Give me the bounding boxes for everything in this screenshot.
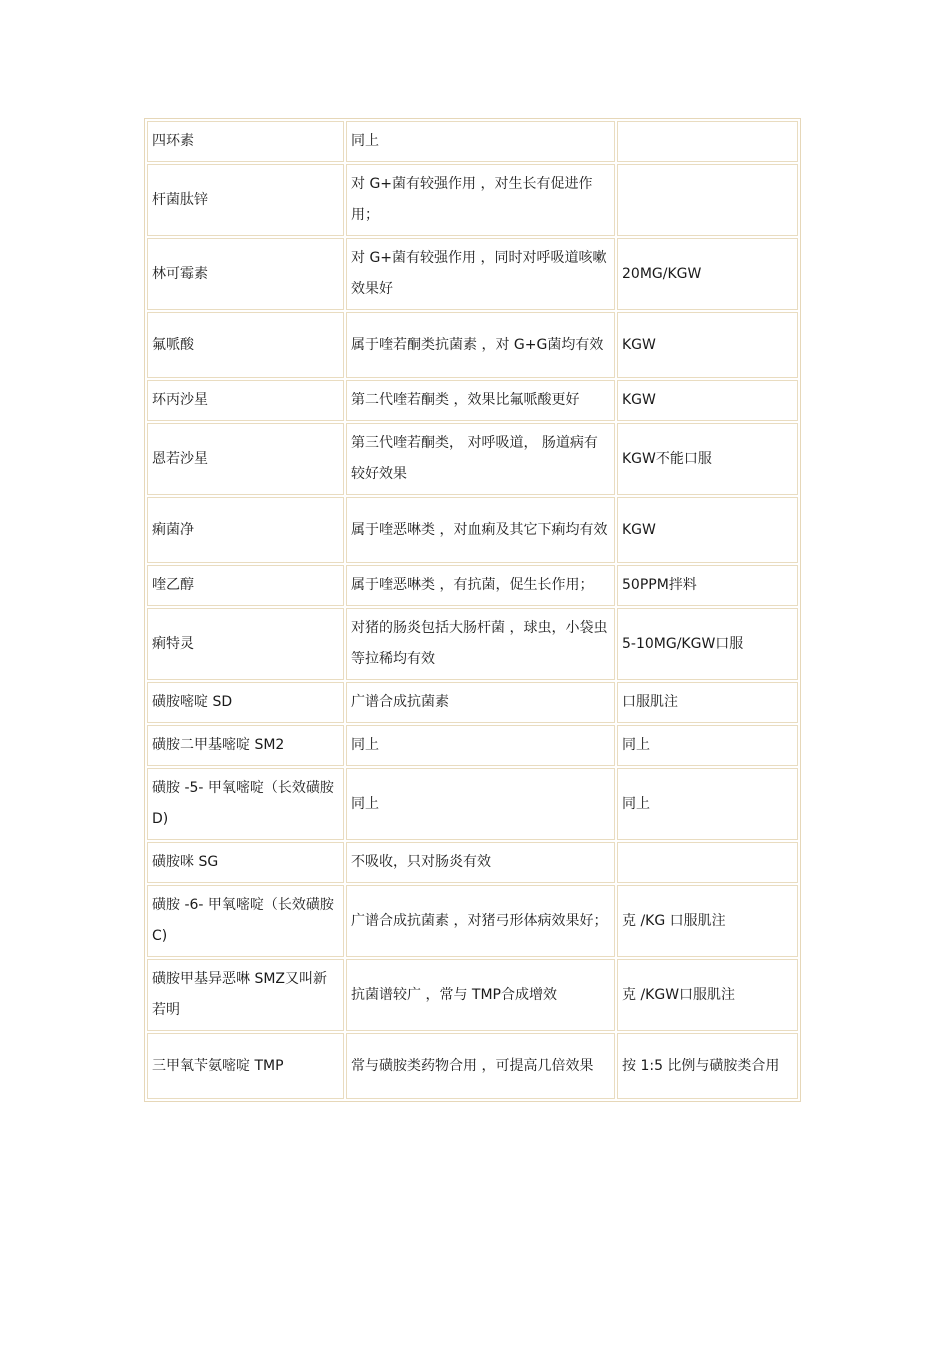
drug-effect-cell: 不吸收，只对肠炎有效 [346, 842, 615, 883]
drug-name-cell: 痢特灵 [147, 608, 344, 680]
drug-effect-cell: 属于喹恶啉类 ，有抗菌，促生长作用； [346, 565, 615, 606]
drug-effect-cell: 常与磺胺类药物合用 ，可提高几倍效果 [346, 1033, 615, 1099]
drug-dosage-cell: 口服肌注 [617, 682, 798, 723]
table-row [147, 238, 798, 310]
drug-dosage-cell: 同上 [617, 768, 798, 840]
table-row [147, 725, 798, 766]
table-row [147, 565, 798, 606]
drug-name-cell: 磺胺咪 SG [147, 842, 344, 883]
drug-name-cell: 四环素 [147, 121, 344, 162]
table-row [147, 121, 798, 162]
drug-name-cell: 磺胺 -6- 甲氧嘧啶（长效磺胺 C) [147, 885, 344, 957]
table-row [147, 164, 798, 236]
drug-table-body [147, 121, 798, 1099]
drug-effect-cell: 第二代喹若酮类 ，效果比氟哌酸更好 [346, 380, 615, 421]
drug-name-cell: 林可霉素 [147, 238, 344, 310]
drug-effect-cell: 属于喹若酮类抗菌素 ，对 G+G菌均有效 [346, 312, 615, 378]
drug-dosage-cell: 5-10MG/KGW口服 [617, 608, 798, 680]
table-row [147, 1033, 798, 1099]
drug-table [144, 118, 801, 1102]
drug-dosage-cell [617, 164, 798, 236]
drug-dosage-cell: KGW [617, 497, 798, 563]
drug-name-cell: 氟哌酸 [147, 312, 344, 378]
drug-name-cell: 磺胺 -5- 甲氧嘧啶（长效磺胺 D) [147, 768, 344, 840]
drug-dosage-cell: 按 1:5 比例与磺胺类合用 [617, 1033, 798, 1099]
drug-name-cell: 喹乙醇 [147, 565, 344, 606]
drug-name-cell: 杆菌肽锌 [147, 164, 344, 236]
drug-effect-cell: 对 G+菌有较强作用 ，对生长有促进作用； [346, 164, 615, 236]
drug-name-cell: 磺胺甲基异恶啉 SMZ又叫新若明 [147, 959, 344, 1031]
drug-effect-cell: 抗菌谱较广 ，常与 TMP合成增效 [346, 959, 615, 1031]
drug-effect-cell: 对猪的肠炎包括大肠杆菌 ，球虫，小袋虫等拉稀均有效 [346, 608, 615, 680]
table-row [147, 768, 798, 840]
drug-dosage-cell: KGW不能口服 [617, 423, 798, 495]
drug-effect-cell: 同上 [346, 725, 615, 766]
drug-name-cell: 磺胺二甲基嘧啶 SM2 [147, 725, 344, 766]
table-row [147, 608, 798, 680]
table-row [147, 885, 798, 957]
drug-name-cell: 三甲氧苄氨嘧啶 TMP [147, 1033, 344, 1099]
drug-dosage-cell [617, 842, 798, 883]
table-row [147, 959, 798, 1031]
drug-effect-cell: 同上 [346, 768, 615, 840]
table-row [147, 682, 798, 723]
drug-name-cell: 环丙沙星 [147, 380, 344, 421]
drug-dosage-cell: KGW [617, 312, 798, 378]
drug-dosage-cell [617, 121, 798, 162]
drug-dosage-cell: 克 /KGW口服肌注 [617, 959, 798, 1031]
drug-dosage-cell: 同上 [617, 725, 798, 766]
table-row [147, 380, 798, 421]
table-row [147, 497, 798, 563]
drug-dosage-cell: 50PPM拌料 [617, 565, 798, 606]
drug-name-cell: 磺胺嘧啶 SD [147, 682, 344, 723]
drug-effect-cell: 同上 [346, 121, 615, 162]
table-row [147, 842, 798, 883]
drug-name-cell: 痢菌净 [147, 497, 344, 563]
drug-effect-cell: 广谱合成抗菌素 [346, 682, 615, 723]
drug-dosage-cell: 20MG/KGW [617, 238, 798, 310]
drug-dosage-cell: KGW [617, 380, 798, 421]
table-row [147, 312, 798, 378]
table-row [147, 423, 798, 495]
drug-effect-cell: 广谱合成抗菌素 ，对猪弓形体病效果好； [346, 885, 615, 957]
drug-name-cell: 恩若沙星 [147, 423, 344, 495]
drug-effect-cell: 对 G+菌有较强作用 ，同时对呼吸道咳嗽效果好 [346, 238, 615, 310]
drug-effect-cell: 属于喹恶啉类 ，对血痢及其它下痢均有效 [346, 497, 615, 563]
drug-dosage-cell: 克 /KG 口服肌注 [617, 885, 798, 957]
drug-effect-cell: 第三代喹若酮类， 对呼吸道， 肠道病有较好效果 [346, 423, 615, 495]
